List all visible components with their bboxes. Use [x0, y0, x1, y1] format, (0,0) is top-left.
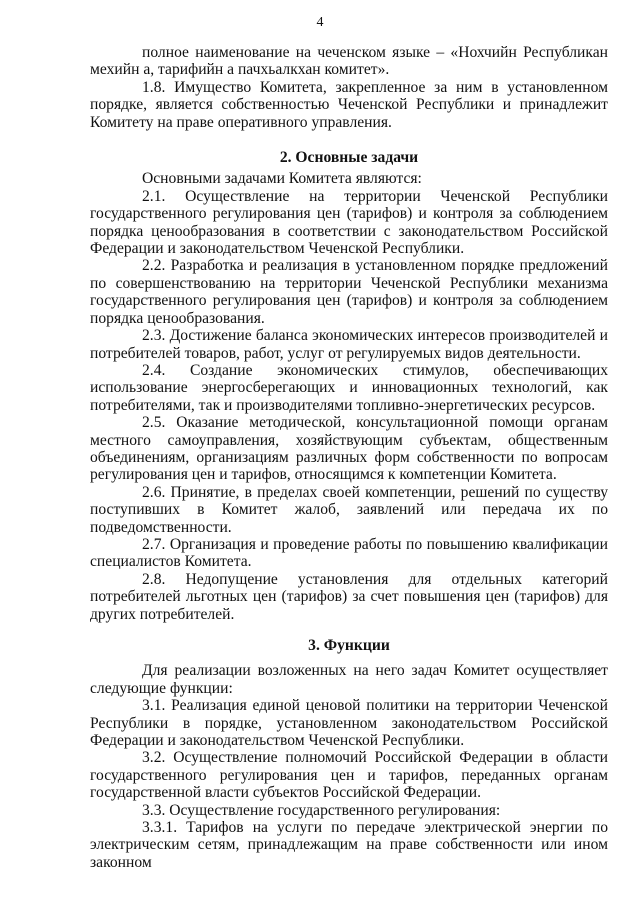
list-item: 2.3. Достижение баланса экономических интересов производителей и потребителей товаров, работ, услуг от регулируемых видов деятельности.	[90, 327, 608, 362]
paragraph: 1.8. Имущество Комитета, закрепленное за ним в установленном порядке, является собственностью Чеченской Республики и принадлежит Комитету на праве оперативного управления.	[90, 78, 608, 131]
list-item: 2.4. Создание экономических стимулов, обеспечивающих использование энергосберегающих и инновационных технологий, как потребителями, так и производителями топливно-энергетических ресурсов.	[90, 361, 608, 414]
page-number: 4	[316, 15, 324, 30]
list-item: 2.7. Организация и проведение работы по повышению квалификации специалистов Комитета.	[90, 535, 608, 571]
section-lead: Основными задачами Комитета являются:	[142, 170, 422, 188]
list-item: 2.8. Недопущение установления для отдельных категорий потребителей льготных цен (тарифов) за счет повышения цен (тарифов) для других потребителей.	[90, 570, 608, 623]
list-item: 3.2. Осуществление полномочий Российской Федерации в области государственного регулирования цен и тарифов, переданных органам государственной власти субъектов Российской Федерации.	[90, 749, 608, 802]
list-item: 2.1. Осуществление на территории Чеченской Республики государственного регулирования цен (тарифов) и контроля за соблюдением порядка ценообразования в соответствии с законодательством Российской Федерации и законодательством Чеченской Республики.	[90, 187, 608, 258]
paragraph: полное наименование на чеченском языке – «Нохчийн Республикан мехийн а, тарифийн а пачхьалкхан комитет».	[90, 44, 608, 79]
section-heading: 3. Функции	[308, 637, 390, 654]
list-item: 2.2. Разработка и реализация в установленном порядке предложений по совершенствованию на территории Чеченской Республики механизма государственного регулирования цен (тарифов) и контроля за соблюдением порядка ценообразования.	[90, 257, 608, 327]
list-item: 2.5. Оказание методической, консультационной помощи органам местного самоуправления, хозяйствующим субъектам, общественным объединениям, организациям различных форм собственности по вопросам регулирования цен и тарифов, относящимся к компетенции Комитета.	[90, 414, 608, 484]
section-heading: 2. Основные задачи	[279, 149, 419, 167]
list-item: 3.3. Осуществление государственного регулирования:	[142, 801, 501, 819]
list-item: 2.6. Принятие, в пределах своей компетенции, решений по существу поступивших в Комитет жалоб, заявлений или передача их по подведомственности.	[90, 483, 608, 536]
section-lead: Для реализации возложенных на него задач Комитет осуществляет следующие функции:	[90, 662, 608, 697]
document-body	[90, 44, 608, 871]
list-item: 3.3.1. Тарифов на услуги по передаче электрической энергии по электрическим сетям, принадлежащим на праве собственности или ином законном	[90, 819, 608, 871]
list-item: 3.1. Реализация единой ценовой политики на территории Чеченской Республики в порядке, установленном законодательством Российской Федерации и законодательством Чеченской Республики.	[90, 697, 608, 750]
